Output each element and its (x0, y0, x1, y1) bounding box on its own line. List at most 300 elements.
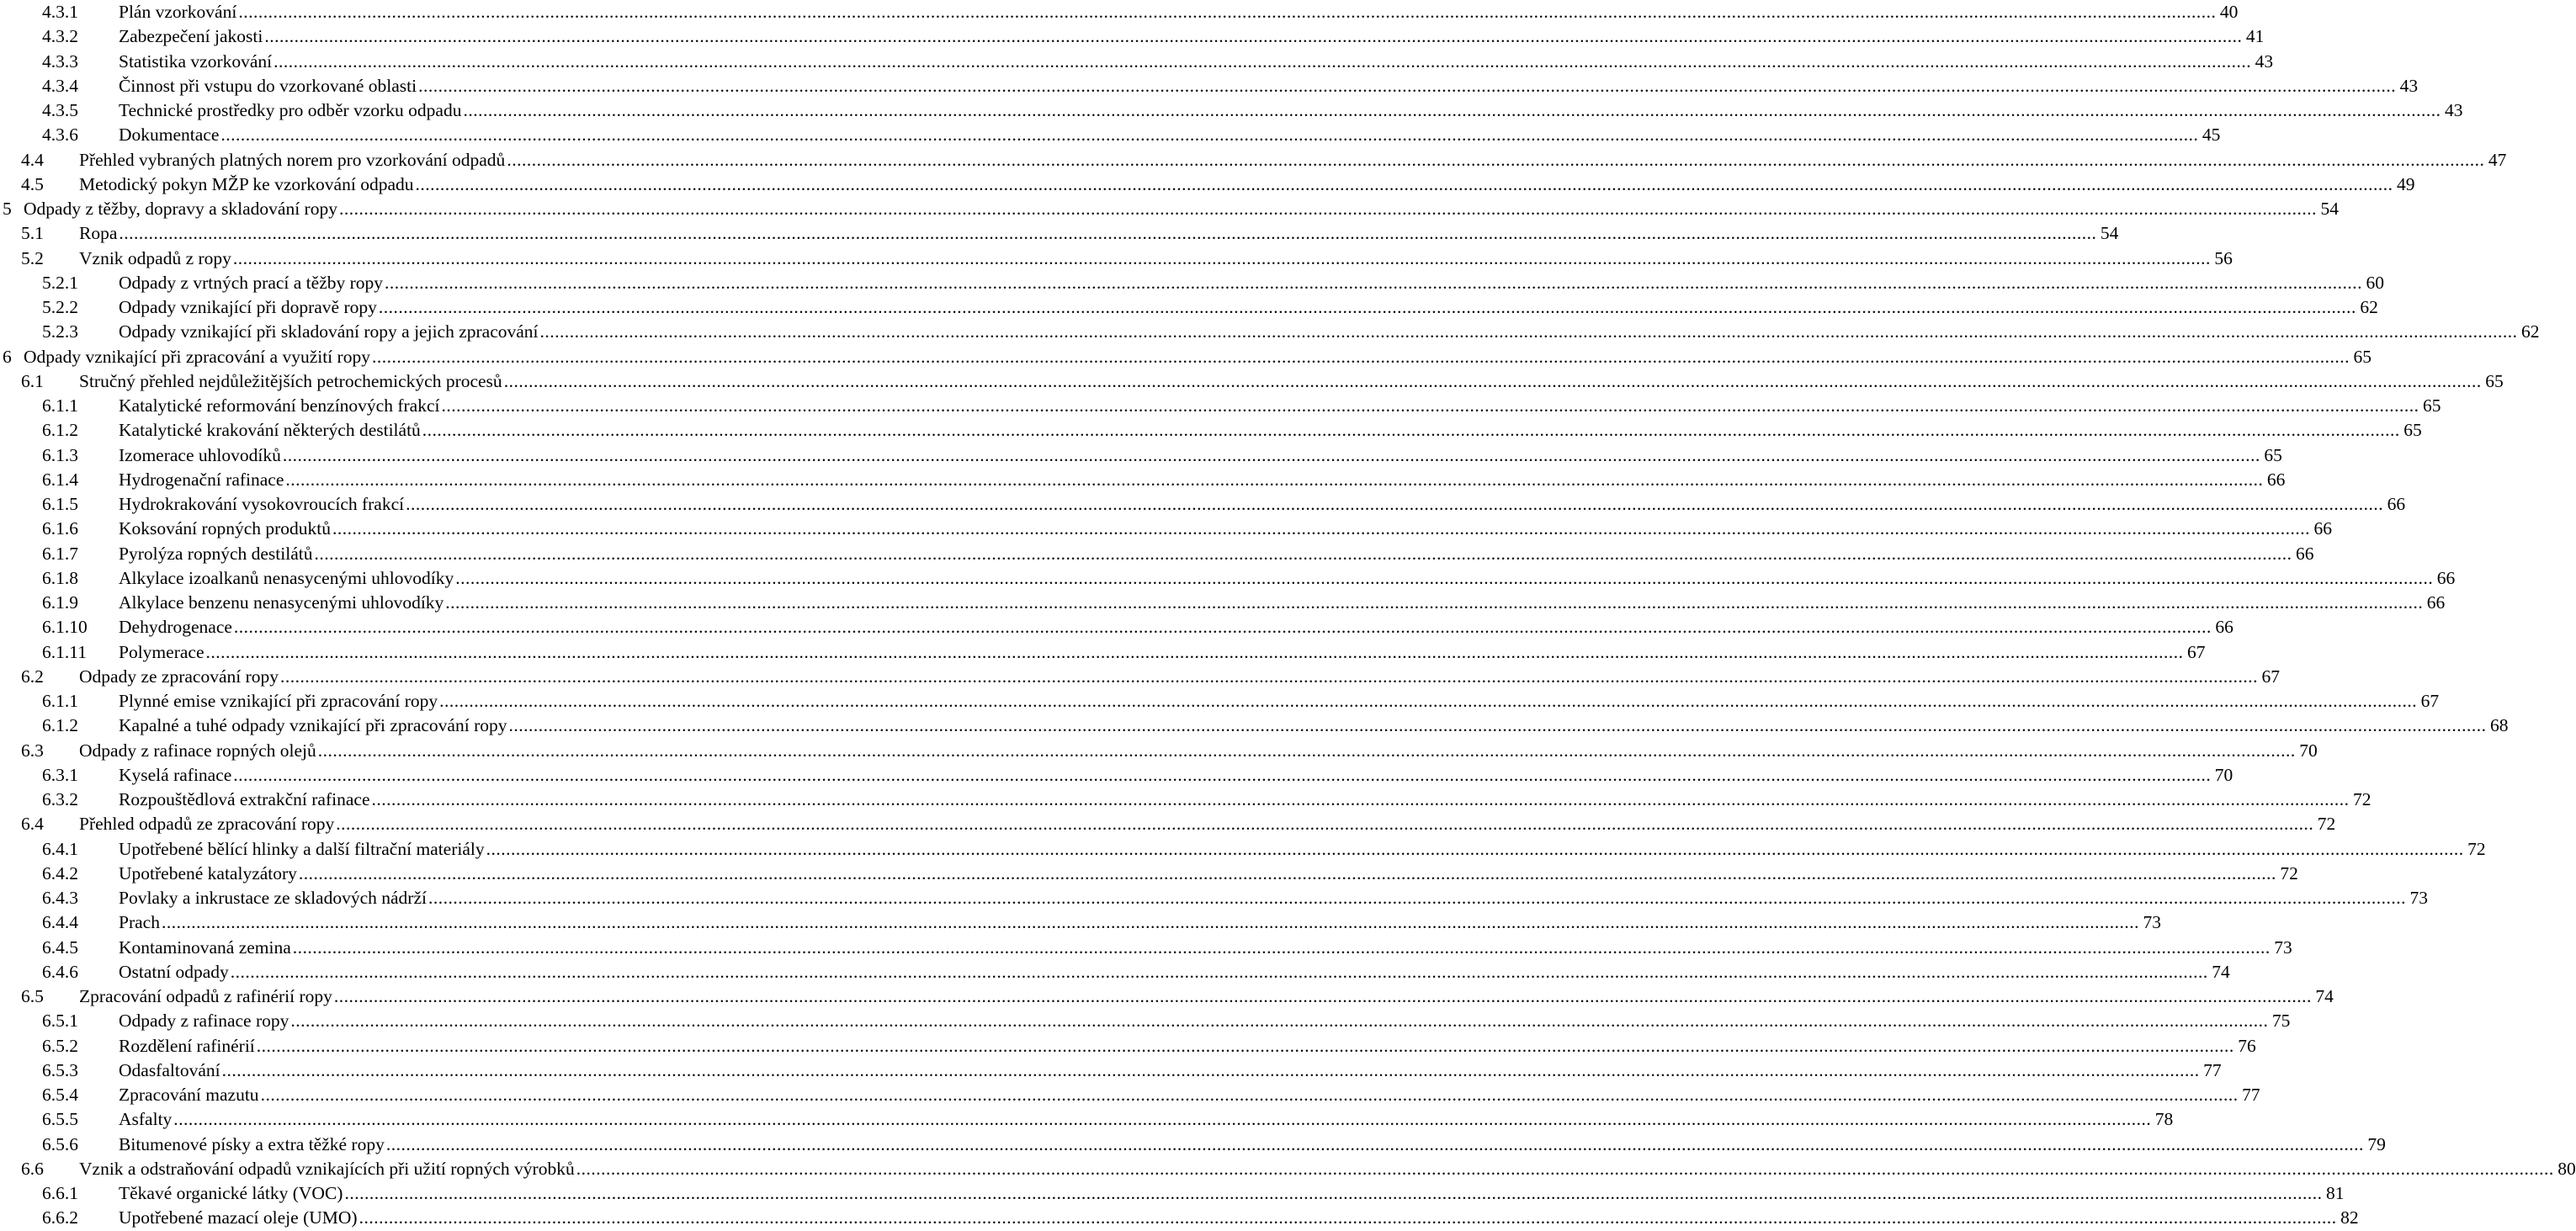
toc-entry-line (119, 0, 2239, 24)
dot-leader: ................................................................................................................................................................................................................................................................................................................................................................................................................ (378, 297, 2356, 317)
toc-entry-number: 5.2 (21, 247, 44, 268)
toc-entry-number: 6.1.3 (42, 444, 78, 465)
toc-entry-number: 6.1.8 (42, 567, 78, 588)
toc-entry-line (119, 960, 2230, 984)
toc-entry[interactable] (0, 886, 2428, 910)
toc-entry-line (119, 788, 2372, 812)
toc-entry-line (119, 1181, 2345, 1206)
dot-leader: ................................................................................................................................................................................................................................................................................................................................................................................................................ (264, 26, 2243, 47)
toc-entry-page-number: 43 (2444, 100, 2463, 120)
toc-entry-page-number: 54 (2100, 223, 2119, 244)
toc-entry-line (119, 615, 2233, 639)
toc-entry-line (79, 665, 2280, 689)
dot-leader: ................................................................................................................................................................................................................................................................................................................................................................................................................ (507, 149, 2485, 170)
toc-entry-line (119, 763, 2233, 788)
toc-entry-line (119, 591, 2446, 615)
toc-entry[interactable] (0, 271, 2385, 295)
toc-entry-number: 6.6 (21, 1158, 44, 1179)
toc-entry-page-number: 47 (2488, 149, 2507, 170)
toc-entry[interactable] (0, 221, 2119, 246)
toc-entry-line (79, 984, 2334, 1009)
dot-leader: ................................................................................................................................................................................................................................................................................................................................................................................................................ (317, 740, 2296, 761)
toc-entry[interactable] (0, 320, 2540, 344)
toc-entry-title: Kontaminovaná zemina (119, 936, 293, 960)
toc-entry[interactable] (0, 542, 2314, 566)
toc-entry[interactable] (0, 1083, 2260, 1107)
toc-entry-line (119, 566, 2456, 591)
toc-entry-title: Odpady ze zpracování ropy (79, 665, 280, 689)
toc-entry-title: Dehydrogenace (119, 615, 234, 639)
toc-entry[interactable] (0, 788, 2372, 812)
dot-leader: ................................................................................................................................................................................................................................................................................................................................................................................................................ (508, 715, 2487, 736)
toc-entry-title: Bitumenové písky a extra těžké ropy (119, 1133, 386, 1157)
toc-entry-title: Asfalty (119, 1107, 173, 1132)
toc-entry[interactable] (0, 394, 2441, 418)
toc-entry-page-number: 43 (2399, 75, 2419, 96)
toc-entry-line (79, 247, 2233, 271)
toc-entry-title: Pyrolýza ropných destilátů (119, 542, 314, 566)
toc-entry-page-number: 66 (2266, 469, 2286, 490)
toc-entry-line (79, 1157, 2576, 1181)
toc-entry[interactable] (0, 837, 2486, 862)
toc-entry-title: Hydrokrakování vysokovroucích frakcí (119, 492, 406, 517)
toc-entry[interactable] (0, 739, 2318, 763)
toc-entry-page-number: 74 (2212, 961, 2230, 982)
toc-entry-number: 6.1.9 (42, 592, 78, 613)
toc-entry-page-number: 67 (2261, 666, 2280, 687)
toc-entry-page-number: 54 (2320, 199, 2339, 219)
dot-leader: ................................................................................................................................................................................................................................................................................................................................................................................................................ (503, 370, 2482, 391)
toc-entry-number: 6.1.10 (42, 617, 88, 638)
toc-entry-title: Ostatní odpady (119, 960, 231, 984)
toc-entry[interactable] (0, 1181, 2345, 1206)
toc-entry-line (119, 24, 2265, 49)
dot-leader: ................................................................................................................................................................................................................................................................................................................................................................................................................ (220, 125, 2199, 146)
toc-entry-title: Hydrogenační rafinace (119, 468, 285, 492)
toc-entry-page-number: 72 (2317, 814, 2336, 835)
toc-entry[interactable] (0, 74, 2419, 98)
toc-entry[interactable] (0, 960, 2230, 984)
toc-entry-line (119, 1107, 2174, 1132)
toc-entry-title: Rozdělení rafinérií (119, 1034, 257, 1059)
dot-leader: ................................................................................................................................................................................................................................................................................................................................................................................................................ (314, 543, 2292, 564)
toc-entry-line (119, 418, 2422, 443)
dot-leader: ................................................................................................................................................................................................................................................................................................................................................................................................................ (282, 444, 2260, 465)
dot-leader: ................................................................................................................................................................................................................................................................................................................................................................................................................ (232, 247, 2211, 268)
toc-entry[interactable] (0, 0, 2239, 24)
toc-entry-line (119, 862, 2298, 886)
dot-leader: ................................................................................................................................................................................................................................................................................................................................................................................................................ (441, 395, 2419, 416)
toc-entry-page-number: 62 (2521, 321, 2540, 342)
toc-entry[interactable] (0, 468, 2286, 492)
toc-entry[interactable] (0, 1107, 2174, 1132)
toc-entry[interactable] (0, 517, 2332, 541)
toc-entry-number: 6.4.5 (42, 937, 78, 958)
toc-entry-title: Rozpouštědlová extrakční rafinace (119, 788, 371, 812)
dot-leader: ................................................................................................................................................................................................................................................................................................................................................................................................................ (332, 518, 2310, 539)
toc-entry-line (119, 123, 2221, 147)
toc-entry-page-number: 79 (2367, 1133, 2386, 1154)
toc-entry-line (119, 1009, 2291, 1033)
toc-entry-number: 6.1.1 (42, 691, 78, 711)
toc-entry-title: Povlaky a inkrustace ze skladových nádrží (119, 886, 428, 910)
toc-entry-page-number: 73 (2274, 937, 2292, 958)
toc-entry-line (119, 910, 2161, 935)
toc-entry-page-number: 66 (2387, 494, 2406, 514)
toc-entry[interactable] (0, 1157, 2576, 1181)
toc-entry[interactable] (0, 295, 2378, 320)
toc-entry-title: Upotřebené katalyzátory (119, 862, 299, 886)
dot-leader: ................................................................................................................................................................................................................................................................................................................................................................................................................ (173, 1109, 2152, 1130)
toc-entry-line (119, 443, 2282, 468)
toc-entry-number: 6.3 (21, 740, 44, 761)
toc-entry[interactable] (0, 50, 2274, 74)
toc-entry-page-number: 66 (2436, 567, 2456, 588)
toc-entry-page-number: 45 (2202, 125, 2221, 146)
toc-entry-line (119, 468, 2286, 492)
toc-entry-page-number: 75 (2271, 1011, 2291, 1032)
toc-entry-title: Izomerace uhlovodíků (119, 443, 283, 468)
toc-entry-page-number: 41 (2245, 26, 2265, 47)
toc-entry-page-number: 65 (2353, 346, 2372, 367)
toc-entry-line (24, 345, 2372, 369)
toc-entry[interactable] (0, 123, 2221, 147)
toc-entry-number: 6.1.2 (42, 420, 78, 441)
toc-entry-page-number: 82 (2340, 1207, 2359, 1228)
toc-entry-title: Dokumentace (119, 123, 220, 147)
toc-entry-page-number: 40 (2219, 2, 2239, 22)
toc-entry-line (119, 542, 2314, 566)
dot-leader: ................................................................................................................................................................................................................................................................................................................................................................................................................ (486, 838, 2464, 859)
toc-entry-page-number: 67 (2420, 691, 2440, 711)
dot-leader: ................................................................................................................................................................................................................................................................................................................................................................................................................ (428, 888, 2406, 908)
toc-entry-number: 6.2 (21, 666, 44, 687)
toc-entry-number: 4.3.1 (42, 2, 78, 22)
toc-entry[interactable] (0, 98, 2463, 123)
toc-entry-page-number: 77 (2242, 1085, 2260, 1105)
toc-entry[interactable] (0, 615, 2233, 639)
toc-entry[interactable] (0, 443, 2282, 468)
toc-entry-title: Ropa (79, 221, 119, 246)
toc-entry-page-number: 65 (2403, 420, 2422, 441)
toc-entry[interactable] (0, 714, 2509, 738)
toc-entry-title: Stručný přehled nejdůležitějších petrochemických procesů (79, 369, 504, 394)
dot-leader: ................................................................................................................................................................................................................................................................................................................................................................................................................ (119, 223, 2097, 244)
toc-entry[interactable] (0, 492, 2406, 517)
toc-entry-page-number: 70 (2214, 764, 2233, 785)
toc-entry-line (119, 1034, 2256, 1059)
toc-entry-number: 6.5.4 (42, 1085, 78, 1105)
toc-entry-number: 6.1.7 (42, 543, 78, 564)
toc-entry-number: 6.1 (21, 370, 44, 391)
dot-leader: ................................................................................................................................................................................................................................................................................................................................................................................................................ (439, 691, 2418, 711)
toc-entry-line (79, 221, 2119, 246)
dot-leader: ................................................................................................................................................................................................................................................................................................................................................................................................................ (205, 641, 2184, 662)
toc-entry-line (119, 50, 2274, 74)
toc-entry-number: 6.4.1 (42, 838, 78, 859)
toc-entry-line (119, 295, 2378, 320)
toc-entry-page-number: 72 (2352, 789, 2372, 809)
toc-entry-number: 6.4.4 (42, 912, 78, 933)
toc-entry-page-number: 65 (2422, 395, 2441, 416)
dot-leader: ................................................................................................................................................................................................................................................................................................................................................................................................................ (292, 937, 2271, 958)
toc-entry-line (119, 1133, 2386, 1157)
toc-entry-number: 6.5.2 (42, 1035, 78, 1056)
toc-entry-line (119, 492, 2406, 517)
toc-entry-page-number: 77 (2203, 1059, 2222, 1080)
toc-entry[interactable] (0, 936, 2292, 960)
toc-entry-page-number: 81 (2325, 1183, 2345, 1203)
toc-entry-number: 4.3.3 (42, 50, 78, 72)
toc-entry-title: Odpady vznikající při dopravě ropy (119, 295, 379, 320)
toc-entry-title: Prach (119, 910, 162, 935)
toc-entry-line (119, 936, 2292, 960)
toc-entry-page-number: 66 (2313, 518, 2332, 539)
toc-entry-line (119, 886, 2428, 910)
toc-entry-page-number: 73 (2143, 912, 2161, 933)
dot-leader: ................................................................................................................................................................................................................................................................................................................................................................................................................ (221, 1059, 2200, 1080)
toc-entry-page-number: 43 (2255, 50, 2274, 72)
dot-leader: ................................................................................................................................................................................................................................................................................................................................................................................................................ (336, 814, 2314, 835)
toc-entry-title: Zpracování mazutu (119, 1083, 261, 1107)
toc-entry-line (79, 172, 2415, 197)
toc-entry[interactable] (0, 418, 2422, 443)
dot-leader: ................................................................................................................................................................................................................................................................................................................................................................................................................ (539, 321, 2518, 342)
dot-leader: ................................................................................................................................................................................................................................................................................................................................................................................................................ (415, 173, 2393, 194)
toc-entry-title: Odpady z vrtných prací a těžby ropy (119, 271, 385, 295)
dot-leader: ................................................................................................................................................................................................................................................................................................................................................................................................................ (333, 986, 2312, 1006)
toc-entry-title: Odpady z rafinace ropných olejů (79, 739, 318, 763)
toc-entry-line (119, 320, 2540, 344)
toc-entry-title: Činnost při vstupu do vzorkované oblasti (119, 74, 418, 98)
dot-leader: ................................................................................................................................................................................................................................................................................................................................................................................................................ (455, 567, 2434, 588)
toc-entry-title: Kyselá rafinace (119, 763, 233, 788)
dot-leader: ................................................................................................................................................................................................................................................................................................................................................................................................................ (359, 1207, 2337, 1228)
toc-entry-title: Katalytické krakování některých destilátů (119, 418, 422, 443)
toc-entry-title: Technické prostředky pro odběr vzorku odpadu (119, 98, 463, 123)
toc-entry-title: Odpady vznikající při skladování ropy a jejich zpracování (119, 320, 540, 344)
toc-entry[interactable] (0, 24, 2265, 49)
toc-entry[interactable] (0, 1059, 2222, 1083)
toc-entry-number: 6.1.4 (42, 469, 78, 490)
dot-leader: ................................................................................................................................................................................................................................................................................................................................................................................................................ (463, 100, 2441, 120)
toc-entry-line (119, 394, 2441, 418)
toc-entry-title: Odpady z rafinace ropy (119, 1009, 290, 1033)
toc-entry[interactable] (0, 862, 2298, 886)
toc-entry-line (119, 271, 2385, 295)
toc-entry-number: 4.5 (21, 173, 44, 194)
toc-entry-number: 4.3.2 (42, 26, 78, 47)
toc-entry[interactable] (0, 640, 2206, 665)
toc-entry-number: 6.1.11 (42, 641, 87, 662)
toc-entry-line (119, 517, 2332, 541)
toc-entry[interactable] (0, 665, 2280, 689)
toc-entry[interactable] (0, 689, 2440, 714)
toc-entry-number: 6.4.6 (42, 961, 78, 982)
toc-entry-title: Vznik odpadů z ropy (79, 247, 233, 271)
dot-leader: ................................................................................................................................................................................................................................................................................................................................................................................................................ (338, 199, 2317, 219)
toc-entry-number: 6.1.5 (42, 494, 78, 514)
toc-entry-number: 4.3.5 (42, 100, 78, 120)
toc-entry-number: 6.6.1 (42, 1183, 78, 1203)
toc-entry-number: 6.4.2 (42, 862, 78, 883)
toc-entry-page-number: 73 (2409, 888, 2428, 908)
toc-entry[interactable] (0, 1034, 2256, 1059)
toc-entry[interactable] (0, 910, 2161, 935)
toc-entry-page-number: 67 (2187, 641, 2206, 662)
toc-entry-page-number: 72 (2280, 862, 2298, 883)
toc-entry-line (119, 714, 2509, 738)
toc-entry-number: 6.4.3 (42, 888, 78, 908)
toc-entry-line (79, 739, 2318, 763)
toc-entry-number: 6.1.1 (42, 395, 78, 416)
toc-entry[interactable] (0, 1133, 2386, 1157)
toc-entry-title: Zpracování odpadů z rafinérií ropy (79, 984, 334, 1009)
toc-entry-title: Alkylace izoalkanů nenasycenými uhlovodíky (119, 566, 455, 591)
toc-entry-number: 5.1 (21, 223, 44, 244)
dot-leader: ................................................................................................................................................................................................................................................................................................................................................................................................................ (385, 1133, 2364, 1154)
toc-entry-line (79, 812, 2336, 836)
toc-entry-page-number: 65 (2485, 370, 2504, 391)
toc-entry-line (119, 640, 2206, 665)
dot-leader: ................................................................................................................................................................................................................................................................................................................................................................................................................ (280, 666, 2258, 687)
toc-entry-title: Odpady z těžby, dopravy a skladování ropy (24, 197, 339, 221)
toc-entry-title: Odpady vznikající při zpracování a využití ropy (24, 345, 372, 369)
toc-entry-page-number: 76 (2238, 1035, 2256, 1056)
toc-entry[interactable] (0, 197, 2339, 221)
dot-leader: ................................................................................................................................................................................................................................................................................................................................................................................................................ (290, 1011, 2269, 1032)
toc-entry-title: Vznik a odstraňování odpadů vznikajících při užití ropných výrobků (79, 1157, 576, 1181)
toc-entry-title: Metodický pokyn MŽP ke vzorkování odpadu (79, 172, 416, 197)
toc-entry-title: Statistika vzorkování (119, 50, 274, 74)
toc-entry[interactable] (0, 148, 2507, 172)
toc-entry-number: 6.1.2 (42, 715, 78, 736)
toc-entry-title: Plán vzorkování (119, 0, 238, 24)
dot-leader: ................................................................................................................................................................................................................................................................................................................................................................................................................ (274, 50, 2252, 72)
toc-entry-page-number: 66 (2215, 617, 2233, 638)
toc-entry-page-number: 70 (2299, 740, 2318, 761)
toc-entry-number: 6.4 (21, 814, 44, 835)
dot-leader: ................................................................................................................................................................................................................................................................................................................................................................................................................ (406, 494, 2384, 514)
toc-entry-number: 4.3.4 (42, 75, 78, 96)
dot-leader: ................................................................................................................................................................................................................................................................................................................................................................................................................ (238, 2, 2217, 22)
dot-leader: ................................................................................................................................................................................................................................................................................................................................................................................................................ (422, 420, 2400, 441)
toc-entry-number: 5 (3, 199, 12, 219)
toc-entry-page-number: 66 (2295, 543, 2314, 564)
dot-leader: ................................................................................................................................................................................................................................................................................................................................................................................................................ (233, 764, 2212, 785)
toc-entry-line (79, 369, 2504, 394)
dot-leader: ................................................................................................................................................................................................................................................................................................................................................................................................................ (576, 1158, 2554, 1179)
toc-entry-title: Koksování ropných produktů (119, 517, 332, 541)
toc-entry-page-number: 68 (2489, 715, 2509, 736)
toc-entry-number: 6.5 (21, 986, 44, 1006)
dot-leader: ................................................................................................................................................................................................................................................................................................................................................................................................................ (256, 1035, 2234, 1056)
toc-entry-number: 6.5.1 (42, 1011, 78, 1032)
toc-entry-number: 6.6.2 (42, 1207, 78, 1228)
toc-entry-title: Alkylace benzenu nenasycenými uhlovodíky (119, 591, 445, 615)
toc-entry-page-number: 74 (2315, 986, 2334, 1006)
toc-entry[interactable] (0, 345, 2372, 369)
toc-entry-page-number: 49 (2397, 173, 2415, 194)
toc-entry-page-number: 66 (2426, 592, 2446, 613)
toc-entry-title: Zabezpečení jakosti (119, 24, 264, 49)
toc-entry-title: Polymerace (119, 640, 206, 665)
toc-entry[interactable] (0, 172, 2415, 197)
toc-entry-page-number: 80 (2557, 1158, 2576, 1179)
toc-entry-number: 6.1.6 (42, 518, 78, 539)
toc-entry-line (119, 1059, 2222, 1083)
toc-entry-number: 5.2.1 (42, 272, 78, 293)
toc-entry[interactable] (0, 984, 2334, 1009)
dot-leader: ................................................................................................................................................................................................................................................................................................................................................................................................................ (230, 961, 2208, 982)
toc-entry-line (24, 197, 2339, 221)
toc-entry-number: 6 (3, 346, 12, 367)
dot-leader: ................................................................................................................................................................................................................................................................................................................................................................................................................ (344, 1183, 2323, 1203)
toc-entry-title: Kapalné a tuhé odpady vznikající při zpracování ropy (119, 714, 508, 738)
toc-entry-line (119, 1083, 2260, 1107)
toc-entry[interactable] (0, 369, 2504, 394)
dot-leader: ................................................................................................................................................................................................................................................................................................................................................................................................................ (233, 617, 2212, 638)
toc-entry-title: Odasfaltování (119, 1059, 222, 1083)
toc-entry-line (119, 98, 2463, 123)
toc-entry[interactable] (0, 247, 2233, 271)
toc-entry-number: 4.3.6 (42, 125, 78, 146)
toc-entry[interactable] (0, 1206, 2359, 1230)
toc-entry-line (119, 689, 2440, 714)
toc-entry-number: 6.3.2 (42, 789, 78, 809)
toc-entry-page-number: 60 (2366, 272, 2385, 293)
toc-entry-number: 6.5.6 (42, 1133, 78, 1154)
toc-entry-title: Přehled vybraných platných norem pro vzorkování odpadů (79, 148, 507, 172)
dot-leader: ................................................................................................................................................................................................................................................................................................................................................................................................................ (445, 592, 2424, 613)
toc-entry-number: 6.5.5 (42, 1109, 78, 1130)
toc-entry[interactable] (0, 812, 2336, 836)
toc-entry-title: Katalytické reformování benzínových frakcí (119, 394, 441, 418)
toc-entry-line (119, 74, 2419, 98)
toc-entry-number: 5.2.2 (42, 297, 78, 317)
dot-leader: ................................................................................................................................................................................................................................................................................................................................................................................................................ (371, 346, 2350, 367)
dot-leader: ................................................................................................................................................................................................................................................................................................................................................................................................................ (298, 862, 2276, 883)
toc-entry-line (119, 837, 2486, 862)
toc-entry-title: Plynné emise vznikající při zpracování ropy (119, 689, 439, 714)
toc-entry[interactable] (0, 566, 2456, 591)
toc-entry-page-number: 72 (2467, 838, 2486, 859)
toc-entry-number: 4.4 (21, 149, 44, 170)
toc-entry-line (119, 1206, 2359, 1230)
toc-entry-title: Přehled odpadů ze zpracování ropy (79, 812, 336, 836)
toc-entry-page-number: 65 (2264, 444, 2282, 465)
toc-entry-title: Těkavé organické látky (VOC) (119, 1181, 344, 1206)
dot-leader: ................................................................................................................................................................................................................................................................................................................................................................................................................ (260, 1085, 2239, 1105)
toc-entry-number: 6.5.3 (42, 1059, 78, 1080)
toc-entry[interactable] (0, 763, 2233, 788)
toc-entry-line (79, 148, 2507, 172)
dot-leader: ................................................................................................................................................................................................................................................................................................................................................................................................................ (161, 912, 2139, 933)
toc-entry-page-number: 62 (2360, 297, 2378, 317)
toc-entry-number: 5.2.3 (42, 321, 78, 342)
toc-entry-number: 6.3.1 (42, 764, 78, 785)
toc-entry-page-number: 78 (2154, 1109, 2174, 1130)
toc-entry-page-number: 56 (2214, 247, 2233, 268)
dot-leader: ................................................................................................................................................................................................................................................................................................................................................................................................................ (371, 789, 2350, 809)
toc-entry[interactable] (0, 591, 2446, 615)
toc-entry[interactable] (0, 1009, 2291, 1033)
dot-leader: ................................................................................................................................................................................................................................................................................................................................................................................................................ (285, 469, 2264, 490)
dot-leader: ................................................................................................................................................................................................................................................................................................................................................................................................................ (418, 75, 2397, 96)
dot-leader: ................................................................................................................................................................................................................................................................................................................................................................................................................ (385, 272, 2363, 293)
toc-entry-title: Upotřebené bělící hlinky a další filtrační materiály (119, 837, 486, 862)
toc-entry-title: Upotřebené mazací oleje (UMO) (119, 1206, 359, 1230)
